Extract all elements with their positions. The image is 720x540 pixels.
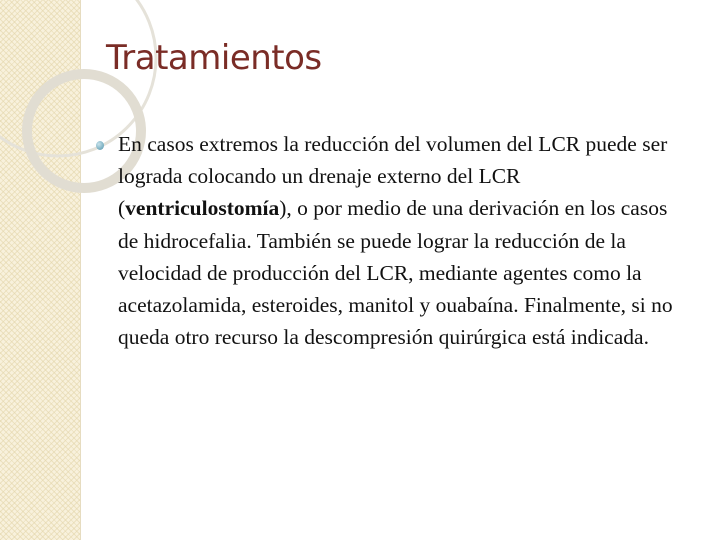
side-band-pattern: [0, 0, 81, 540]
bullet-dot-icon: [96, 141, 104, 150]
bullet-bold-term: ventriculostomía: [125, 196, 280, 221]
bullet-text: [118, 132, 673, 349]
bullet-item: [96, 128, 686, 353]
bullet-list: [96, 128, 686, 353]
bullet-text-intro: En casos extremos la reducción del volumen del LCR puede ser lograda colocando un drenaje externo del LCR (: [118, 132, 668, 221]
slide-title: Tratamientos: [106, 38, 322, 78]
bullet-text-rest: ), o por medio de una derivación en los casos de hidrocefalia. También se puede lograr la reducción de la velocidad de producción del LCR, mediante agentes como la acetazolamida, esteroides, manitol y ouabaína. Finalmente, si no queda otro recurso la descompresión quirúrgica está indicada.: [118, 196, 673, 350]
